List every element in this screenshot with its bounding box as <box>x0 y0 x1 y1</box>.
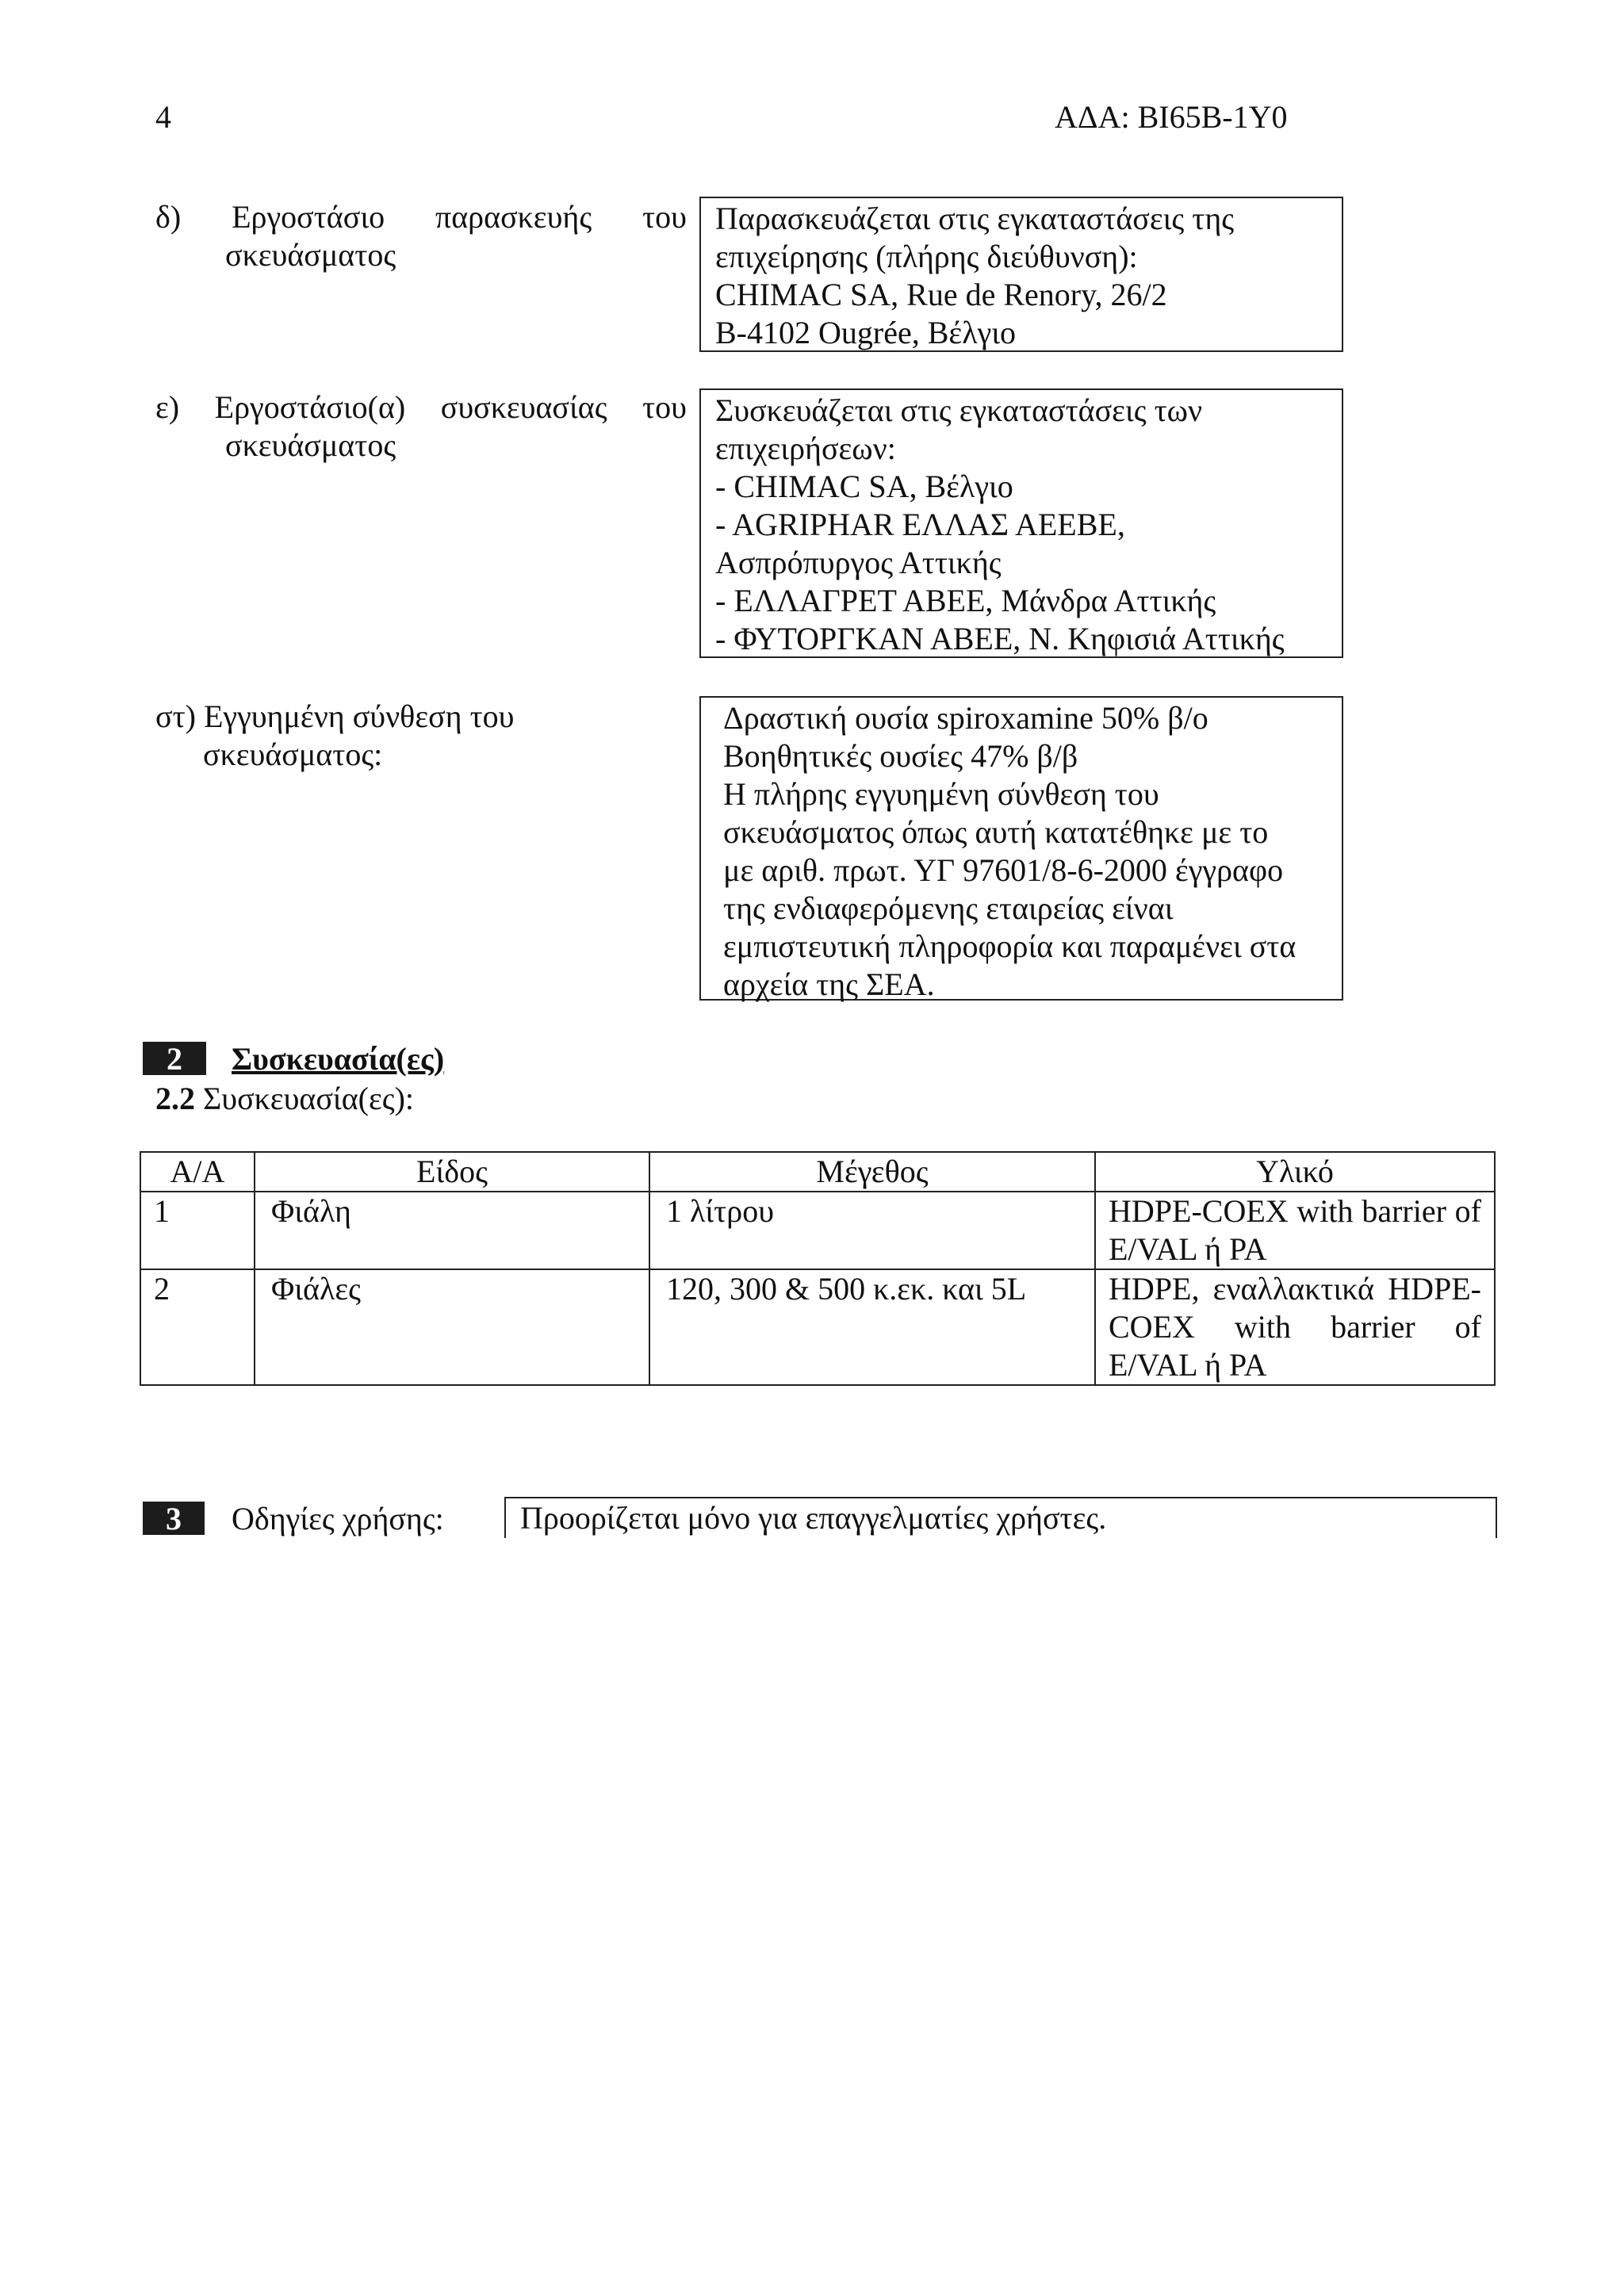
section-e-word-2: συσκευασίας <box>440 389 607 425</box>
section-d-label-line2: σκευάσματος <box>225 237 396 273</box>
table-cell: HDPE, εναλλακτικά HDPE-COEX with barrier of E/VAL ή PA <box>1095 1269 1495 1385</box>
section-st-box <box>699 696 1343 1001</box>
table-cell: Φιάλες <box>255 1269 649 1385</box>
section-2-sub-label: Συσκευασία(ες): <box>203 1081 415 1116</box>
section-d-line-4: B-4102 Ougrée, Βέλγιο <box>715 315 1017 350</box>
section-e-letter: ε) <box>155 389 180 425</box>
section-d-word-1: Εργοστάσιο <box>232 199 385 235</box>
section-st-line-7: εμπιστευτική πληροφορία και παραμένει στα <box>723 928 1297 964</box>
section-3-box <box>504 1497 1497 1538</box>
table-row <box>140 1269 1495 1385</box>
section-e-word-3: του <box>642 389 687 425</box>
section-2-sub-number: 2.2 <box>155 1081 195 1116</box>
section-2-heading <box>143 1040 444 1078</box>
page-number: 4 <box>155 99 171 135</box>
section-3-label: Οδηγίες χρήσης: <box>232 1501 444 1536</box>
ada-code: ΑΔΑ: ΒΙ65Β-1Υ0 <box>1055 99 1288 135</box>
section-st-label-line2: σκευάσματος: <box>203 737 383 772</box>
section-2-title: Συσκευασία(ες) <box>232 1041 445 1077</box>
section-st-line-5: με αριθ. πρωτ. ΥΓ 97601/8-6-2000 έγγραφο <box>723 852 1284 888</box>
section-d-letter: δ) <box>155 199 182 235</box>
section-st-line-2: Βοηθητικές ουσίες 47% β/β <box>723 738 1078 774</box>
section-d-line-1: Παρασκευάζεται στις εγκαταστάσεις της <box>715 201 1235 236</box>
section-e-line-2: επιχειρήσεων: <box>715 430 896 466</box>
section-e-line-6: - ΕΛΛΑΓΡΕΤ ΑΒΕΕ, Μάνδρα Αττικής <box>715 583 1216 618</box>
table-cell: 1 <box>140 1192 255 1269</box>
section-st-label-line1: στ) Εγγυημένη σύνθεση του <box>155 698 515 734</box>
section-2-subheading <box>155 1080 414 1118</box>
section-st-line-3: Η πλήρης εγγυημένη σύνθεση του <box>723 776 1159 812</box>
section-st-line-8: αρχεία της ΣΕΑ. <box>723 966 935 1002</box>
section-3-text: Προορίζεται μόνο για επαγγελματίες χρήστες. <box>520 1500 1107 1536</box>
section-e-word-1: Εργοστάσιο(α) <box>214 389 406 425</box>
packaging-table <box>140 1151 1496 1386</box>
table-cell: HDPE-COEX with barrier of E/VAL ή PA <box>1095 1192 1495 1269</box>
section-e-label-line2: σκευάσματος <box>225 427 396 463</box>
section-d-word-2: παρασκευής <box>435 199 592 235</box>
table-cell: 1 λίτρου <box>649 1192 1095 1269</box>
section-e-line-4: - AGRIPHAR ΕΛΛΑΣ ΑΕΕΒΕ, <box>715 507 1125 542</box>
table-cell: Φιάλη <box>255 1192 649 1269</box>
section-st-line-6: της ενδιαφερόμενης εταιρείας είναι <box>723 890 1174 926</box>
section-3-number: 3 <box>143 1502 205 1535</box>
table-header-cell: Υλικό <box>1095 1152 1495 1192</box>
section-e-box <box>699 388 1343 658</box>
section-st-line-4: σκευάσματος όπως αυτή κατατέθηκε με το <box>723 814 1269 850</box>
table-cell: 2 <box>140 1269 255 1385</box>
section-d-line-2: επιχείρησης (πλήρης διεύθυνση): <box>715 239 1138 274</box>
table-header-row <box>140 1152 1495 1192</box>
section-d-label <box>155 198 687 274</box>
section-2-number: 2 <box>143 1042 206 1075</box>
section-e-line-1: Συσκευάζεται στις εγκαταστάσεις των <box>715 392 1203 428</box>
section-st-line-1: Δραστική ουσία spiroxamine 50% β/ο <box>723 700 1208 736</box>
table-header-cell: Μέγεθος <box>649 1152 1095 1192</box>
section-e-line-5: Ασπρόπυργος Αττικής <box>715 545 1002 580</box>
section-d-line-3: CHIMAC SA, Rue de Renory, 26/2 <box>715 277 1167 312</box>
table-header-cell: Είδος <box>255 1152 649 1192</box>
section-st-label <box>155 698 687 774</box>
section-e-line-7: - ΦΥΤΟΡΓΚΑΝ ΑΒΕΕ, Ν. Κηφισιά Αττικής <box>715 621 1285 656</box>
section-3-heading <box>143 1500 444 1538</box>
table-cell: 120, 300 & 500 κ.εκ. και 5L <box>649 1269 1095 1385</box>
section-d-word-3: του <box>642 199 687 235</box>
table-header-cell: Α/Α <box>140 1152 255 1192</box>
section-d-box <box>699 197 1343 352</box>
section-e-label <box>155 388 687 465</box>
table-row <box>140 1192 1495 1269</box>
section-e-line-3: - CHIMAC SA, Βέλγιο <box>715 469 1013 504</box>
